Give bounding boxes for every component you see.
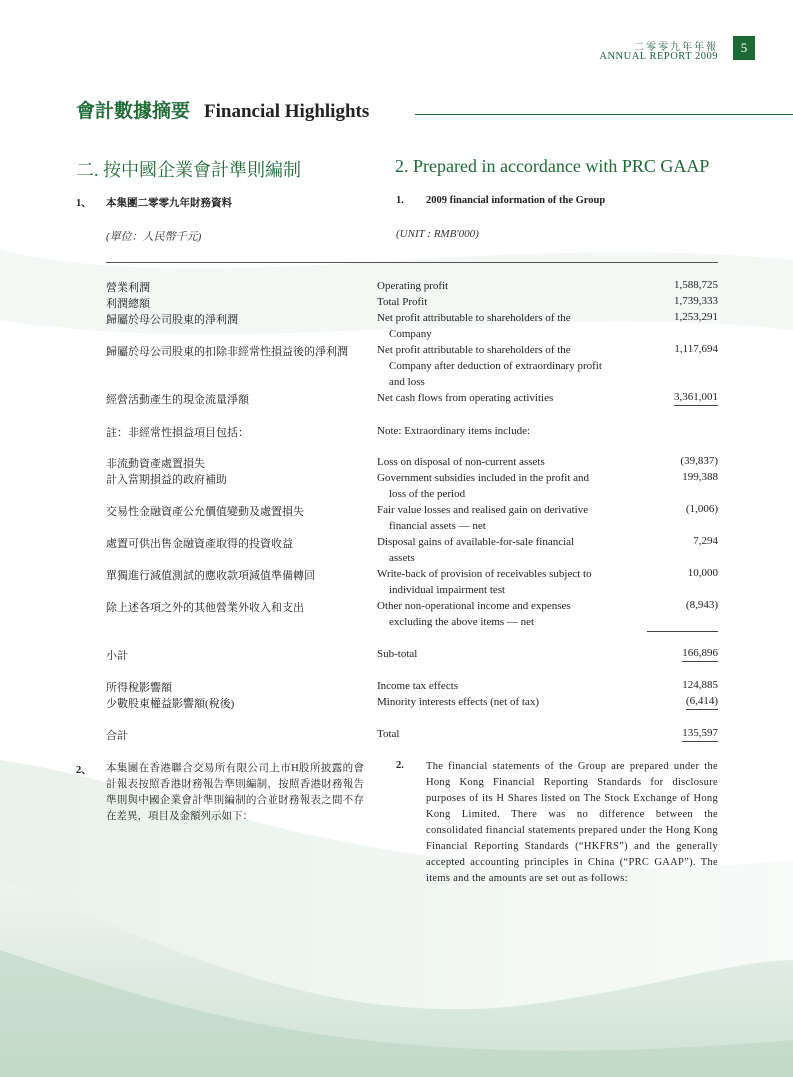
row-en [377, 390, 639, 406]
total-value [620, 727, 718, 739]
item-en [377, 502, 639, 534]
unit-cn: (單位：人民幣千元) [106, 231, 202, 243]
unit-en: (UNIT : RMB'000) [396, 228, 479, 240]
item-en-line: financial assets — net [389, 520, 486, 532]
total-en: Total [377, 728, 400, 740]
subsection-number-en: 1. [396, 195, 404, 206]
item-cn: 非流動資產處置損失 [106, 458, 205, 470]
item-en [377, 454, 639, 470]
item-en-line: Write-back of provision of receivables subject to [377, 568, 592, 580]
subsection-title-cn: 本集團二零零九年財務資料 [106, 198, 232, 209]
section-heading-en: 2. Prepared in accordance with PRC GAAP [395, 156, 710, 176]
table-top-rule [106, 262, 718, 263]
subsection-number-cn: 1、 [76, 198, 92, 209]
row-value: 1,739,333 [674, 295, 718, 307]
note2-paragraph-cn: 本集團在香港聯合交易所有限公司上市H股所披露的會計報表按照香港財務報告準則編制，按照香港財務報告準則與中國企業會計準則編制的合並財務報表之間不存在差異，項目及金額列示如下： [106, 763, 364, 822]
row-cn: 歸屬於母公司股東的扣除非經常性損益後的淨利潤 [106, 346, 348, 358]
item-value: (1,006) [685, 503, 718, 515]
title-divider [415, 114, 793, 115]
row-cn: 利潤總額 [106, 298, 150, 310]
item-en-line: Loss on disposal of non-current assets [377, 456, 545, 468]
header-report-en: ANNUAL REPORT 2009 [599, 51, 718, 62]
section-heading-cn: 二. 按中國企業會計準則編制 [76, 160, 301, 180]
item-en-line: Fair value losses and realised gain on derivative [377, 504, 589, 516]
item-en [377, 598, 639, 630]
row-en-line: Company after deduction of extraordinary profit [389, 360, 602, 372]
item-cn: 單獨進行減值測試的應收款項減值準備轉回 [106, 570, 315, 582]
note2-paragraph-en: The financial statements of the Group are prepared under the Hong Kong Financial Reporting Standards for disclosure purposes of its H Shares listed on The Stock Exchange of Hong Kong Limited. There was no difference between the consolidated financial statements prepared under the Hong Kong Financial Reporting Standards (“HKFRS”) and the generally accepted accounting principles in China (“PRC GAAP”). The items and the amounts are set out as follows: [426, 761, 718, 884]
item-en [377, 534, 639, 566]
tax-cn: 少數股東權益影響額(稅後) [106, 698, 235, 710]
note2-number-en: 2. [396, 760, 404, 771]
row-en [377, 342, 639, 390]
row-en-line: Total Profit [377, 296, 428, 308]
row-value: 1,253,291 [674, 311, 718, 323]
item-en-line: assets [389, 552, 415, 564]
note-cn: 註：非經常性損益項目包括： [106, 427, 249, 439]
item-value: 199,388 [682, 471, 718, 483]
row-value [620, 391, 718, 403]
page-title [76, 96, 369, 123]
row-en-line: Net cash flows from operating activities [377, 392, 554, 404]
item-cn: 處置可供出售金融資產取得的投資收益 [106, 538, 293, 550]
tax-en: Minority interests effects (net of tax) [377, 696, 539, 708]
subtotal-value-underlined: 166,896 [682, 647, 718, 662]
total-value-underlined: 135,597 [682, 727, 718, 742]
row-value: 1,588,725 [674, 279, 718, 291]
row-en-line: Company [389, 328, 432, 340]
item-value: 7,294 [693, 535, 718, 547]
tax-value [620, 695, 718, 707]
subtotal-value [620, 647, 718, 659]
item-en-line: loss of the period [389, 488, 466, 500]
item-value: 10,000 [687, 567, 718, 579]
row-cn: 營業利潤 [106, 282, 150, 294]
row-cn: 經營活動產生的現金流量淨額 [106, 394, 249, 406]
row-en [377, 294, 639, 310]
row-en [377, 310, 639, 342]
item-en-line: excluding the above items — net [389, 616, 535, 628]
item-value: (39,837) [680, 455, 718, 467]
row-value-underlined: 3,361,001 [674, 391, 718, 406]
row-en-line: Operating profit [377, 280, 449, 292]
row-en-line: and loss [389, 376, 425, 388]
item-en [377, 470, 639, 502]
row-en [377, 278, 639, 294]
row-cn: 歸屬於母公司股東的淨利潤 [106, 314, 238, 326]
item-en [377, 566, 639, 598]
header-report-cn: 二零零九年年報 [634, 42, 718, 53]
page-title-cn: 會計數據摘要 [76, 101, 191, 122]
row-en-line: Net profit attributable to shareholders of the [377, 344, 571, 356]
item-en-line: individual impairment test [389, 584, 506, 596]
item-en-line: Disposal gains of available-for-sale financial [377, 536, 575, 548]
note2-number-cn: 2、 [76, 765, 92, 776]
row-value: 1,117,694 [674, 343, 718, 355]
item-value: (8,943) [685, 599, 718, 611]
tax-value-underlined: (6,414) [686, 695, 718, 710]
tax-value: 124,885 [682, 679, 718, 691]
item-cn: 除上述各項之外的其他營業外收入和支出 [106, 602, 304, 614]
subtotal-en: Sub-total [377, 648, 418, 660]
row-en-line: Net profit attributable to shareholders of the [377, 312, 571, 324]
item-cn: 計入當期損益的政府補助 [106, 474, 227, 486]
page-title-en: Financial Highlights [204, 101, 370, 122]
item-en-line: Other non-operational income and expenses [377, 600, 571, 612]
tax-cn: 所得稅影響額 [106, 682, 172, 694]
total-cn: 合計 [106, 730, 128, 742]
page-number-badge: 5 [733, 36, 755, 60]
tax-en: Income tax effects [377, 680, 459, 692]
item-en-line: Government subsidies included in the profit and [377, 472, 590, 484]
subtotal-cn: 小計 [106, 650, 128, 662]
note-en: Note: Extraordinary items include: [377, 425, 531, 437]
items-sum-rule [647, 631, 718, 632]
item-cn: 交易性金融資產公允價值變動及處置損失 [106, 506, 304, 518]
subsection-title-en: 2009 financial information of the Group [426, 195, 606, 206]
